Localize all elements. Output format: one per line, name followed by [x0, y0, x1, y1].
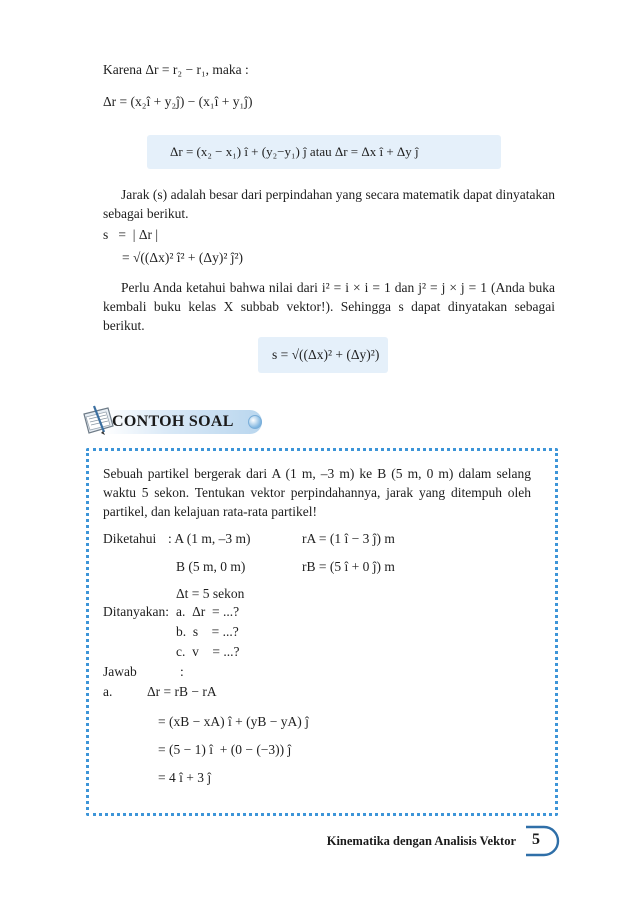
answer-a-label: a. [103, 684, 113, 699]
jawab-colon: : [180, 664, 184, 679]
banner-bullet-icon [248, 415, 262, 429]
s-magnitude-line: s = | Δr | [103, 227, 159, 242]
known-vector-rb: rB = (5 î + 0 ĵ) m [302, 559, 395, 574]
delta-r-expansion: Δr = (x₂î + y₂ĵ) − (x₁î + y₁ĵ) [103, 94, 253, 109]
question-a: a. Δr = ...? [176, 604, 240, 619]
answer-step-3: = (5 − 1) î + (0 − (−3)) ĵ [158, 742, 292, 757]
known-vector-ra: rA = (1 î − 3 ĵ) m [302, 531, 395, 546]
answer-step-4: = 4 î + 3 ĵ [158, 770, 212, 785]
page-number-badge [520, 825, 566, 857]
book-title-footer: Kinematika dengan Analisis Vektor [326, 834, 516, 848]
answer-step-1: Δr = rB − rA [147, 684, 217, 699]
known-point-b: B (5 m, 0 m) [176, 559, 246, 574]
example-banner-title: CONTOH SOAL [112, 413, 234, 430]
page-number: 5 [532, 831, 540, 848]
distance-formula: s = √((Δx)² + (Δy)²) [272, 347, 380, 362]
ditanyakan-label: Ditanyakan: [103, 604, 169, 619]
perlu-paragraph: Perlu Anda ketahui bahwa nilai dari i² = i × i = 1 dan j² = j × j = 1 (Anda buka kembali buku kelas X subbab vektor!). Sehingga s dapat dinyatakan sebagai berikut. [103, 280, 555, 333]
example-problem: Sebuah partikel bergerak dari A (1 m, –3 m) ke B (5 m, 0 m) dalam selang waktu 5 sekon. Tentukan vektor perpindahannya, jarak yang ditempuh oleh partikel, dan kelajuan rata-rata partikel! [103, 466, 531, 519]
delta-r-component-formula: Δr = (x₂ − x₁) î + (y₂−y₁) ĵ atau Δr = Δx î + Δy ĵ [170, 144, 419, 159]
known-time: Δt = 5 sekon [176, 586, 245, 601]
notebook-icon [80, 404, 116, 438]
jarak-paragraph: Jarak (s) adalah besar dari perpindahan yang secara matematik dapat dinyatakan sebagai berikut. [103, 187, 555, 221]
question-b: b. s = ...? [176, 624, 239, 639]
jawab-label: Jawab [103, 664, 137, 679]
karena-line: Karena Δr = r₂ − r₁, maka : [103, 62, 249, 77]
s-sqrt-line: = √((Δx)² î² + (Δy)² ĵ²) [122, 250, 244, 265]
question-c: c. v = ...? [176, 644, 240, 659]
answer-step-2: = (xB − xA) î + (yB − yA) ĵ [158, 714, 309, 729]
known-point-a: : A (1 m, –3 m) [168, 531, 251, 546]
diketahui-label: Diketahui [103, 531, 157, 546]
